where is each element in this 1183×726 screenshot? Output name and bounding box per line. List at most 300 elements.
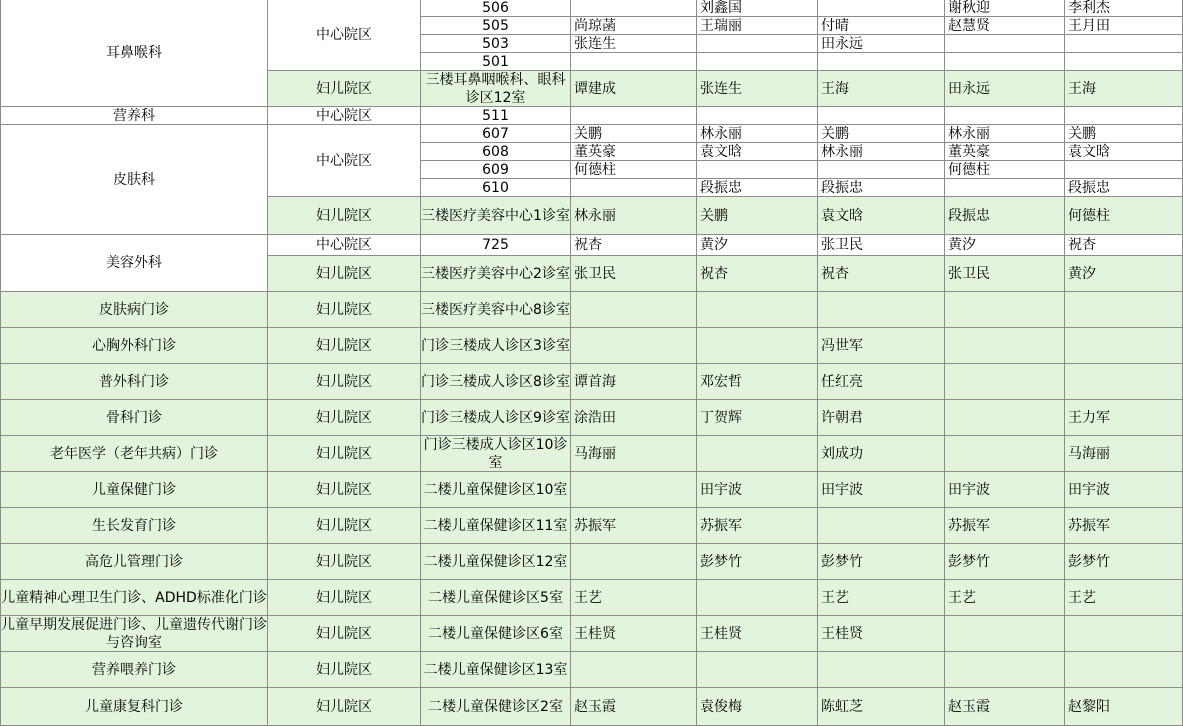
doctor-cell[interactable] <box>945 544 1065 580</box>
department-cell[interactable] <box>0 292 268 328</box>
doctor-cell-text: 何德柱 <box>574 161 616 178</box>
doctor-cell-text: 许朝君 <box>821 409 863 426</box>
doctor-cell[interactable] <box>945 508 1065 544</box>
doctor-cell[interactable] <box>945 292 1065 328</box>
doctor-cell[interactable] <box>945 107 1065 125</box>
doctor-cell-text: 段振忠 <box>948 207 990 224</box>
room-cell[interactable] <box>421 107 571 125</box>
doctor-cell[interactable] <box>697 71 818 107</box>
doctor-cell-text: 赵玉霞 <box>574 698 616 715</box>
doctor-cell[interactable] <box>1065 35 1183 53</box>
doctor-cell[interactable] <box>945 400 1065 436</box>
doctor-cell[interactable] <box>945 688 1065 726</box>
doctor-cell-text: 苏振军 <box>700 517 742 534</box>
room-cell-text: 二楼儿童保健诊区6室 <box>428 625 563 642</box>
doctor-cell-text: 赵黎阳 <box>1068 698 1110 715</box>
doctor-cell-text: 王艺 <box>821 589 849 606</box>
doctor-cell-text: 袁文晗 <box>821 207 863 224</box>
doctor-cell[interactable] <box>571 35 697 53</box>
doctor-cell[interactable] <box>818 143 945 161</box>
doctor-cell[interactable] <box>697 235 818 256</box>
doctor-cell-text: 张卫民 <box>948 265 990 282</box>
campus-cell-text: 妇儿院区 <box>316 625 372 642</box>
doctor-cell[interactable] <box>945 436 1065 472</box>
doctor-cell-text: 祝杏 <box>1068 237 1096 253</box>
doctor-cell[interactable] <box>571 472 697 508</box>
doctor-cell[interactable] <box>818 256 945 292</box>
doctor-cell[interactable] <box>945 616 1065 652</box>
room-cell[interactable] <box>421 179 571 197</box>
doctor-cell-text: 张连生 <box>700 80 742 97</box>
campus-cell-text: 妇儿院区 <box>316 445 372 462</box>
doctor-cell[interactable] <box>1065 328 1183 364</box>
department-cell[interactable] <box>0 472 268 508</box>
doctor-cell-text: 田永远 <box>948 80 990 97</box>
campus-cell[interactable] <box>268 508 421 544</box>
doctor-cell[interactable] <box>1065 197 1183 235</box>
department-cell-text: 老年医学（老年共病）门诊 <box>50 445 218 462</box>
doctor-cell[interactable] <box>571 508 697 544</box>
campus-cell[interactable] <box>268 107 421 125</box>
doctor-cell[interactable] <box>571 256 697 292</box>
doctor-cell[interactable] <box>1065 235 1183 256</box>
doctor-cell-text: 段振忠 <box>700 179 742 196</box>
doctor-cell-text: 谭首海 <box>574 373 616 390</box>
doctor-cell[interactable] <box>1065 161 1183 179</box>
doctor-cell-text: 关鹏 <box>574 125 602 142</box>
doctor-cell[interactable] <box>1065 292 1183 328</box>
doctor-cell[interactable] <box>945 179 1065 197</box>
doctor-cell[interactable] <box>818 107 945 125</box>
room-cell[interactable] <box>421 125 571 143</box>
doctor-cell[interactable] <box>571 616 697 652</box>
department-cell-text: 儿童保健门诊 <box>92 481 176 498</box>
department-cell[interactable] <box>0 616 268 652</box>
doctor-cell[interactable] <box>571 364 697 400</box>
campus-cell[interactable] <box>268 125 421 197</box>
doctor-cell[interactable] <box>1065 71 1183 107</box>
doctor-cell-text: 尚琼菡 <box>574 17 616 34</box>
doctor-cell-text: 付晴 <box>821 17 849 34</box>
campus-cell-text: 妇儿院区 <box>316 301 372 318</box>
doctor-cell-text: 关鹏 <box>700 207 728 224</box>
doctor-cell-text: 彭梦竹 <box>1068 553 1110 570</box>
doctor-cell[interactable] <box>571 161 697 179</box>
doctor-cell[interactable] <box>945 364 1065 400</box>
room-cell[interactable] <box>421 652 571 688</box>
department-cell[interactable] <box>0 436 268 472</box>
doctor-cell[interactable] <box>1065 652 1183 688</box>
department-cell[interactable] <box>0 125 268 235</box>
doctor-cell-text: 董英豪 <box>574 143 616 160</box>
doctor-cell[interactable] <box>818 161 945 179</box>
doctor-cell-text: 田宇波 <box>1068 481 1110 498</box>
campus-cell[interactable] <box>268 0 421 71</box>
room-cell-text: 门诊三楼成人诊区9诊室 <box>421 409 570 426</box>
doctor-cell[interactable] <box>1065 616 1183 652</box>
doctor-cell[interactable] <box>571 235 697 256</box>
campus-cell[interactable] <box>268 256 421 292</box>
campus-cell-text: 妇儿院区 <box>316 517 372 534</box>
doctor-cell-text: 马海丽 <box>1068 445 1110 462</box>
doctor-cell[interactable] <box>697 364 818 400</box>
room-cell[interactable] <box>421 197 571 235</box>
room-cell[interactable] <box>421 53 571 71</box>
doctor-cell[interactable] <box>571 652 697 688</box>
doctor-cell-text: 丁贺辉 <box>700 409 742 426</box>
doctor-cell[interactable] <box>571 436 697 472</box>
room-cell[interactable] <box>421 580 571 616</box>
doctor-cell[interactable] <box>697 35 818 53</box>
department-cell[interactable] <box>0 235 268 292</box>
doctor-cell-text: 王艺 <box>948 589 976 606</box>
doctor-cell-text: 黄汐 <box>1068 265 1096 282</box>
room-cell[interactable] <box>421 0 571 17</box>
doctor-cell-text: 邓宏哲 <box>700 373 742 390</box>
doctor-cell-text: 段振忠 <box>1068 179 1110 196</box>
doctor-cell-text: 刘成功 <box>821 445 863 462</box>
department-cell-text: 高危儿管理门诊 <box>85 553 183 570</box>
department-cell-text: 美容外科 <box>106 255 162 271</box>
doctor-cell[interactable] <box>697 197 818 235</box>
room-cell[interactable] <box>421 143 571 161</box>
department-cell-text: 营养科 <box>113 107 155 124</box>
doctor-cell[interactable] <box>945 143 1065 161</box>
doctor-cell-text: 涂浩田 <box>574 409 616 426</box>
campus-cell[interactable] <box>268 400 421 436</box>
campus-cell-text: 妇儿院区 <box>316 661 372 678</box>
campus-cell[interactable] <box>268 292 421 328</box>
doctor-cell[interactable] <box>818 688 945 726</box>
campus-cell-text: 妇儿院区 <box>316 337 372 354</box>
doctor-cell-text: 关鹏 <box>1068 125 1096 142</box>
room-cell[interactable] <box>421 161 571 179</box>
doctor-cell[interactable] <box>571 143 697 161</box>
doctor-cell[interactable] <box>818 472 945 508</box>
room-cell-text: 506 <box>482 0 509 16</box>
doctor-cell[interactable] <box>945 71 1065 107</box>
room-cell-text: 三楼医疗美容中心1诊室 <box>421 207 570 224</box>
doctor-cell[interactable] <box>697 125 818 143</box>
room-cell-text: 门诊三楼成人诊区3诊室 <box>421 337 570 354</box>
department-cell-text: 营养喂养门诊 <box>92 661 176 678</box>
doctor-cell[interactable] <box>818 292 945 328</box>
room-cell[interactable] <box>421 436 571 472</box>
doctor-cell[interactable] <box>697 580 818 616</box>
doctor-cell[interactable] <box>818 436 945 472</box>
doctor-cell[interactable] <box>697 256 818 292</box>
doctor-cell-text: 苏振军 <box>574 517 616 534</box>
doctor-cell[interactable] <box>1065 0 1183 17</box>
doctor-cell[interactable] <box>818 71 945 107</box>
room-cell[interactable] <box>421 508 571 544</box>
room-cell-text: 505 <box>482 17 509 34</box>
campus-cell[interactable] <box>268 688 421 726</box>
room-cell[interactable] <box>421 616 571 652</box>
room-cell-text: 607 <box>482 125 509 142</box>
room-cell[interactable] <box>421 472 571 508</box>
doctor-cell[interactable] <box>697 544 818 580</box>
doctor-cell-text: 关鹏 <box>821 125 849 142</box>
doctor-cell[interactable] <box>571 125 697 143</box>
room-cell-text: 二楼儿童保健诊区12室 <box>423 553 568 570</box>
doctor-cell[interactable] <box>945 35 1065 53</box>
doctor-cell[interactable] <box>571 179 697 197</box>
doctor-cell-text: 苏振军 <box>948 517 990 534</box>
doctor-cell[interactable] <box>571 292 697 328</box>
department-cell[interactable] <box>0 328 268 364</box>
department-cell[interactable] <box>0 688 268 726</box>
doctor-cell[interactable] <box>697 17 818 35</box>
doctor-cell[interactable] <box>1065 544 1183 580</box>
doctor-cell-text: 彭梦竹 <box>700 553 742 570</box>
doctor-cell[interactable] <box>697 161 818 179</box>
department-cell-text: 皮肤病门诊 <box>99 301 169 318</box>
doctor-cell-text: 王力军 <box>1068 409 1110 426</box>
department-cell-text: 耳鼻喉科 <box>106 44 162 61</box>
doctor-cell[interactable] <box>945 580 1065 616</box>
doctor-cell[interactable] <box>945 472 1065 508</box>
doctor-cell-text: 黄汐 <box>700 237 728 253</box>
doctor-cell[interactable] <box>945 256 1065 292</box>
doctor-cell-text: 林永丽 <box>574 207 616 224</box>
room-cell-text: 二楼儿童保健诊区11室 <box>423 517 568 534</box>
doctor-cell[interactable] <box>1065 508 1183 544</box>
doctor-cell[interactable] <box>1065 472 1183 508</box>
campus-cell[interactable] <box>268 580 421 616</box>
doctor-cell-text: 李利杰 <box>1068 0 1110 16</box>
department-cell[interactable] <box>0 364 268 400</box>
doctor-cell[interactable] <box>818 508 945 544</box>
doctor-cell[interactable] <box>1065 143 1183 161</box>
doctor-cell[interactable] <box>945 0 1065 17</box>
doctor-cell[interactable] <box>818 197 945 235</box>
department-cell-text: 儿童早期发展促进门诊、儿童遗传代谢门诊与咨询室 <box>1 616 267 651</box>
doctor-cell[interactable] <box>697 472 818 508</box>
campus-cell[interactable] <box>268 71 421 107</box>
campus-cell[interactable] <box>268 544 421 580</box>
doctor-cell[interactable] <box>1065 107 1183 125</box>
doctor-cell[interactable] <box>697 652 818 688</box>
doctor-cell-text: 袁文晗 <box>700 143 742 160</box>
doctor-cell[interactable] <box>818 179 945 197</box>
department-cell-text: 儿童精神心理卫生门诊、ADHD标准化门诊 <box>1 589 267 606</box>
doctor-cell-text: 林永丽 <box>948 125 990 142</box>
doctor-cell-text: 王瑞丽 <box>700 17 742 34</box>
department-cell[interactable] <box>0 107 268 125</box>
room-cell[interactable] <box>421 292 571 328</box>
campus-cell[interactable] <box>268 616 421 652</box>
doctor-cell-text: 田宇波 <box>821 481 863 498</box>
doctor-cell[interactable] <box>818 235 945 256</box>
doctor-cell[interactable] <box>1065 17 1183 35</box>
department-cell[interactable] <box>0 0 268 107</box>
department-cell[interactable] <box>0 544 268 580</box>
room-cell-text: 725 <box>482 237 509 253</box>
campus-cell-text: 妇儿院区 <box>316 553 372 570</box>
room-cell-text: 门诊三楼成人诊区10诊室 <box>423 436 568 471</box>
campus-cell-text: 妇儿院区 <box>316 481 372 498</box>
doctor-cell[interactable] <box>571 71 697 107</box>
doctor-cell[interactable] <box>697 107 818 125</box>
doctor-cell-text: 王桂贤 <box>700 625 742 642</box>
doctor-cell[interactable] <box>1065 364 1183 400</box>
doctor-cell[interactable] <box>571 328 697 364</box>
campus-cell[interactable] <box>268 472 421 508</box>
campus-cell[interactable] <box>268 197 421 235</box>
room-cell-text: 三楼耳鼻咽喉科、眼科诊区12室 <box>425 71 566 106</box>
campus-cell-text: 妇儿院区 <box>316 265 372 282</box>
room-cell[interactable] <box>421 400 571 436</box>
department-cell-text: 儿童康复科门诊 <box>85 698 183 715</box>
doctor-cell[interactable] <box>697 292 818 328</box>
doctor-cell[interactable] <box>818 0 945 17</box>
doctor-cell[interactable] <box>697 143 818 161</box>
room-cell[interactable] <box>421 256 571 292</box>
doctor-cell-text: 王艺 <box>1068 589 1096 606</box>
room-cell[interactable] <box>421 544 571 580</box>
department-cell[interactable] <box>0 400 268 436</box>
campus-cell-text: 妇儿院区 <box>316 698 372 715</box>
room-cell[interactable] <box>421 328 571 364</box>
doctor-cell[interactable] <box>697 53 818 71</box>
doctor-cell-text: 苏振军 <box>1068 517 1110 534</box>
doctor-cell[interactable] <box>945 125 1065 143</box>
doctor-cell[interactable] <box>818 544 945 580</box>
doctor-cell[interactable] <box>1065 179 1183 197</box>
doctor-cell[interactable] <box>571 17 697 35</box>
doctor-cell[interactable] <box>818 53 945 71</box>
doctor-cell[interactable] <box>818 328 945 364</box>
campus-cell-text: 中心院区 <box>316 152 372 169</box>
doctor-cell[interactable] <box>697 616 818 652</box>
doctor-cell[interactable] <box>945 652 1065 688</box>
room-cell[interactable] <box>421 235 571 256</box>
doctor-cell[interactable] <box>697 179 818 197</box>
department-cell-text: 皮肤科 <box>113 171 155 188</box>
campus-cell[interactable] <box>268 328 421 364</box>
doctor-cell-text: 何德柱 <box>948 161 990 178</box>
doctor-cell-text: 谭建成 <box>574 80 616 97</box>
department-cell[interactable] <box>0 508 268 544</box>
campus-cell-text: 妇儿院区 <box>316 373 372 390</box>
doctor-cell[interactable] <box>571 400 697 436</box>
doctor-cell-text: 何德柱 <box>1068 207 1110 224</box>
room-cell-text: 门诊三楼成人诊区8诊室 <box>421 373 570 390</box>
doctor-cell-text: 马海丽 <box>574 445 616 462</box>
doctor-cell-text: 赵慧贤 <box>948 17 990 34</box>
campus-cell[interactable] <box>268 235 421 256</box>
doctor-cell[interactable] <box>818 580 945 616</box>
doctor-cell[interactable] <box>945 17 1065 35</box>
doctor-cell-text: 田永远 <box>821 35 863 52</box>
department-cell-text: 生长发育门诊 <box>92 517 176 534</box>
campus-cell[interactable] <box>268 436 421 472</box>
room-cell-text: 三楼医疗美容中心2诊室 <box>421 265 570 282</box>
room-cell[interactable] <box>421 35 571 53</box>
doctor-cell[interactable] <box>1065 53 1183 71</box>
doctor-cell-text: 张卫民 <box>821 237 863 253</box>
room-cell[interactable] <box>421 71 571 107</box>
doctor-cell[interactable] <box>1065 125 1183 143</box>
campus-cell[interactable] <box>268 364 421 400</box>
doctor-cell[interactable] <box>1065 436 1183 472</box>
department-cell-text: 骨科门诊 <box>106 409 162 426</box>
doctor-cell[interactable] <box>945 235 1065 256</box>
room-cell[interactable] <box>421 364 571 400</box>
room-cell-text: 501 <box>482 53 509 70</box>
doctor-cell-text: 田宇波 <box>700 481 742 498</box>
doctor-cell[interactable] <box>571 544 697 580</box>
room-cell[interactable] <box>421 688 571 726</box>
doctor-cell-text: 林永丽 <box>700 125 742 142</box>
doctor-cell-text: 段振忠 <box>821 179 863 196</box>
doctor-cell[interactable] <box>818 35 945 53</box>
campus-cell-text: 妇儿院区 <box>316 80 372 97</box>
doctor-cell[interactable] <box>1065 688 1183 726</box>
department-cell[interactable] <box>0 652 268 688</box>
doctor-cell[interactable] <box>571 197 697 235</box>
room-cell-text: 511 <box>482 107 509 124</box>
room-cell-text: 二楼儿童保健诊区13室 <box>423 661 568 678</box>
doctor-cell[interactable] <box>945 328 1065 364</box>
doctor-cell[interactable] <box>697 436 818 472</box>
doctor-cell-text: 任红亮 <box>821 373 863 390</box>
doctor-cell-text: 王桂贤 <box>574 625 616 642</box>
doctor-cell[interactable] <box>571 53 697 71</box>
room-cell-text: 609 <box>482 161 509 178</box>
doctor-cell-text: 赵玉霞 <box>948 698 990 715</box>
doctor-cell[interactable] <box>1065 580 1183 616</box>
room-cell[interactable] <box>421 17 571 35</box>
doctor-cell[interactable] <box>697 400 818 436</box>
doctor-cell[interactable] <box>571 107 697 125</box>
room-cell-text: 610 <box>482 179 509 196</box>
doctor-cell[interactable] <box>818 364 945 400</box>
doctor-cell-text: 谢秋迎 <box>948 0 990 16</box>
doctor-cell[interactable] <box>571 580 697 616</box>
campus-cell[interactable] <box>268 652 421 688</box>
doctor-cell[interactable] <box>697 508 818 544</box>
doctor-cell-text: 王海 <box>821 80 849 97</box>
doctor-cell[interactable] <box>571 0 697 17</box>
doctor-cell-text: 张卫民 <box>574 265 616 282</box>
doctor-cell-text: 祝杏 <box>574 237 602 253</box>
doctor-cell[interactable] <box>818 17 945 35</box>
doctor-cell[interactable] <box>818 652 945 688</box>
campus-cell-text: 妇儿院区 <box>316 589 372 606</box>
doctor-cell[interactable] <box>818 125 945 143</box>
doctor-cell[interactable] <box>945 161 1065 179</box>
doctor-cell-text: 彭梦竹 <box>948 553 990 570</box>
doctor-cell[interactable] <box>697 688 818 726</box>
doctor-cell-text: 王桂贤 <box>821 625 863 642</box>
doctor-cell[interactable] <box>818 400 945 436</box>
doctor-cell[interactable] <box>697 328 818 364</box>
doctor-cell[interactable] <box>945 53 1065 71</box>
doctor-cell[interactable] <box>697 0 818 17</box>
doctor-cell-text: 张连生 <box>574 35 616 52</box>
doctor-cell-text: 袁俊梅 <box>700 698 742 715</box>
doctor-cell[interactable] <box>945 197 1065 235</box>
doctor-cell[interactable] <box>1065 400 1183 436</box>
doctor-cell[interactable] <box>1065 256 1183 292</box>
doctor-cell[interactable] <box>818 616 945 652</box>
doctor-cell[interactable] <box>571 688 697 726</box>
department-cell[interactable] <box>0 580 268 616</box>
doctor-cell-text: 刘鑫国 <box>700 0 742 16</box>
doctor-cell-text: 董英豪 <box>948 143 990 160</box>
